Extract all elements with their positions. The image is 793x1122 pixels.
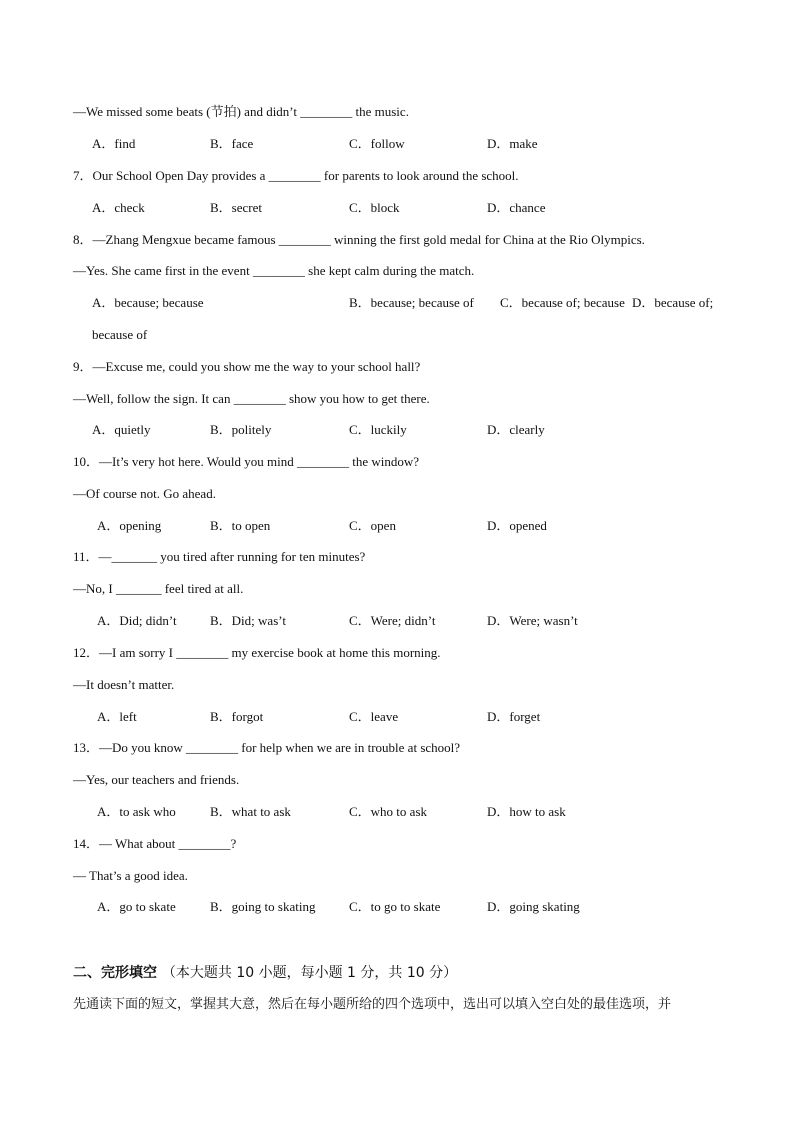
q14-option-b: B．going to skating xyxy=(210,899,316,914)
q11-options xyxy=(97,613,737,629)
q14-line-1: 14．— What about ________? xyxy=(73,836,237,851)
q9-options xyxy=(92,422,732,438)
q7-option-a: A．check xyxy=(92,200,145,215)
q10-option-a: A．opening xyxy=(97,518,162,533)
q9-line-2: —Well, follow the sign. It can ________ show you how to get there. xyxy=(73,391,430,406)
q6-options xyxy=(92,136,732,152)
q12-options xyxy=(97,709,737,725)
q12-option-a: A．left xyxy=(97,709,137,724)
q11-line-1: 11．—_______ you tired after running for ten minutes? xyxy=(73,549,366,564)
q10-options xyxy=(97,518,737,534)
q6-option-b: B．face xyxy=(210,136,254,151)
q11-line-2: —No, I _______ feel tired at all. xyxy=(73,581,244,596)
q12-option-c: C．leave xyxy=(349,709,399,724)
q8-line-1: 8．—Zhang Mengxue became famous ________ winning the first gold medal for China at the Rio Olympics. xyxy=(73,232,645,247)
section-2-note: （本大题共 10 小题，每小题 1 分，共 10 分） xyxy=(161,965,458,981)
q12-option-b: B．forgot xyxy=(210,709,264,724)
q8-option-c: C．because of; because xyxy=(500,295,625,310)
q9-option-d: D．clearly xyxy=(487,422,545,437)
q13-option-c: C．who to ask xyxy=(349,804,428,819)
q8-option-a: A．because; because xyxy=(92,295,204,310)
q9-line-1: 9．—Excuse me, could you show me the way to your school hall? xyxy=(73,359,421,374)
q7-option-b: B．secret xyxy=(210,200,262,215)
q7-line-1: 7．Our School Open Day provides a ________ for parents to look around the school. xyxy=(73,168,519,183)
q10-option-d: D．opened xyxy=(487,518,547,533)
q10-option-c: C．open xyxy=(349,518,396,533)
q12-option-d: D．forget xyxy=(487,709,541,724)
q8-option-b: B．because; because of xyxy=(349,295,474,310)
q13-line-2: —Yes, our teachers and friends. xyxy=(73,772,240,787)
q14-option-a: A．go to skate xyxy=(97,899,176,914)
section-2-instruction: 先通读下面的短文，掌握其大意，然后在每小题所给的四个选项中，选出可以填入空白处的最佳选项，并 xyxy=(73,997,672,1012)
q11-option-d: D．Were; wasn’t xyxy=(487,613,578,628)
q13-line-1: 13．—Do you know ________ for help when we are in trouble at school? xyxy=(73,740,461,755)
q13-option-a: A．to ask who xyxy=(97,804,176,819)
q7-options xyxy=(92,200,732,216)
q10-option-b: B．to open xyxy=(210,518,271,533)
q10-line-2: —Of course not. Go ahead. xyxy=(73,486,216,501)
q9-option-a: A．quietly xyxy=(92,422,151,437)
q14-option-d: D．going skating xyxy=(487,899,580,914)
q8-options xyxy=(92,295,732,311)
q8-line-2: —Yes. She came first in the event ________ she kept calm during the match. xyxy=(73,263,475,278)
q11-option-c: C．Were; didn’t xyxy=(349,613,436,628)
q7-option-d: D．chance xyxy=(487,200,546,215)
q12-line-1: 12．—I am sorry I ________ my exercise book at home this morning. xyxy=(73,645,441,660)
q13-option-d: D．how to ask xyxy=(487,804,566,819)
q11-option-b: B．Did; was’t xyxy=(210,613,286,628)
q9-option-b: B．politely xyxy=(210,422,272,437)
q6-option-a: A．find xyxy=(92,136,136,151)
q14-options xyxy=(97,899,737,915)
section-2-heading xyxy=(73,962,457,982)
q8-option-d: D．because of; xyxy=(632,295,714,310)
q14-option-c: C．to go to skate xyxy=(349,899,441,914)
section-2-title: 二、完形填空 xyxy=(73,965,157,981)
q7-option-c: C．block xyxy=(349,200,400,215)
q8-option-d-wrap: because of xyxy=(92,327,148,342)
q13-option-b: B．what to ask xyxy=(210,804,291,819)
q6-option-d: D．make xyxy=(487,136,538,151)
q6-option-c: C．follow xyxy=(349,136,405,151)
q14-line-2: — That’s a good idea. xyxy=(73,868,188,883)
q13-options xyxy=(97,804,737,820)
q10-line-1: 10．—It’s very hot here. Would you mind ________ the window? xyxy=(73,454,420,469)
q9-option-c: C．luckily xyxy=(349,422,407,437)
q6-line-2: —We missed some beats (节拍) and didn’t ________ the music. xyxy=(73,104,409,119)
q11-option-a: A．Did; didn’t xyxy=(97,613,177,628)
q12-line-2: —It doesn’t matter. xyxy=(73,677,175,692)
